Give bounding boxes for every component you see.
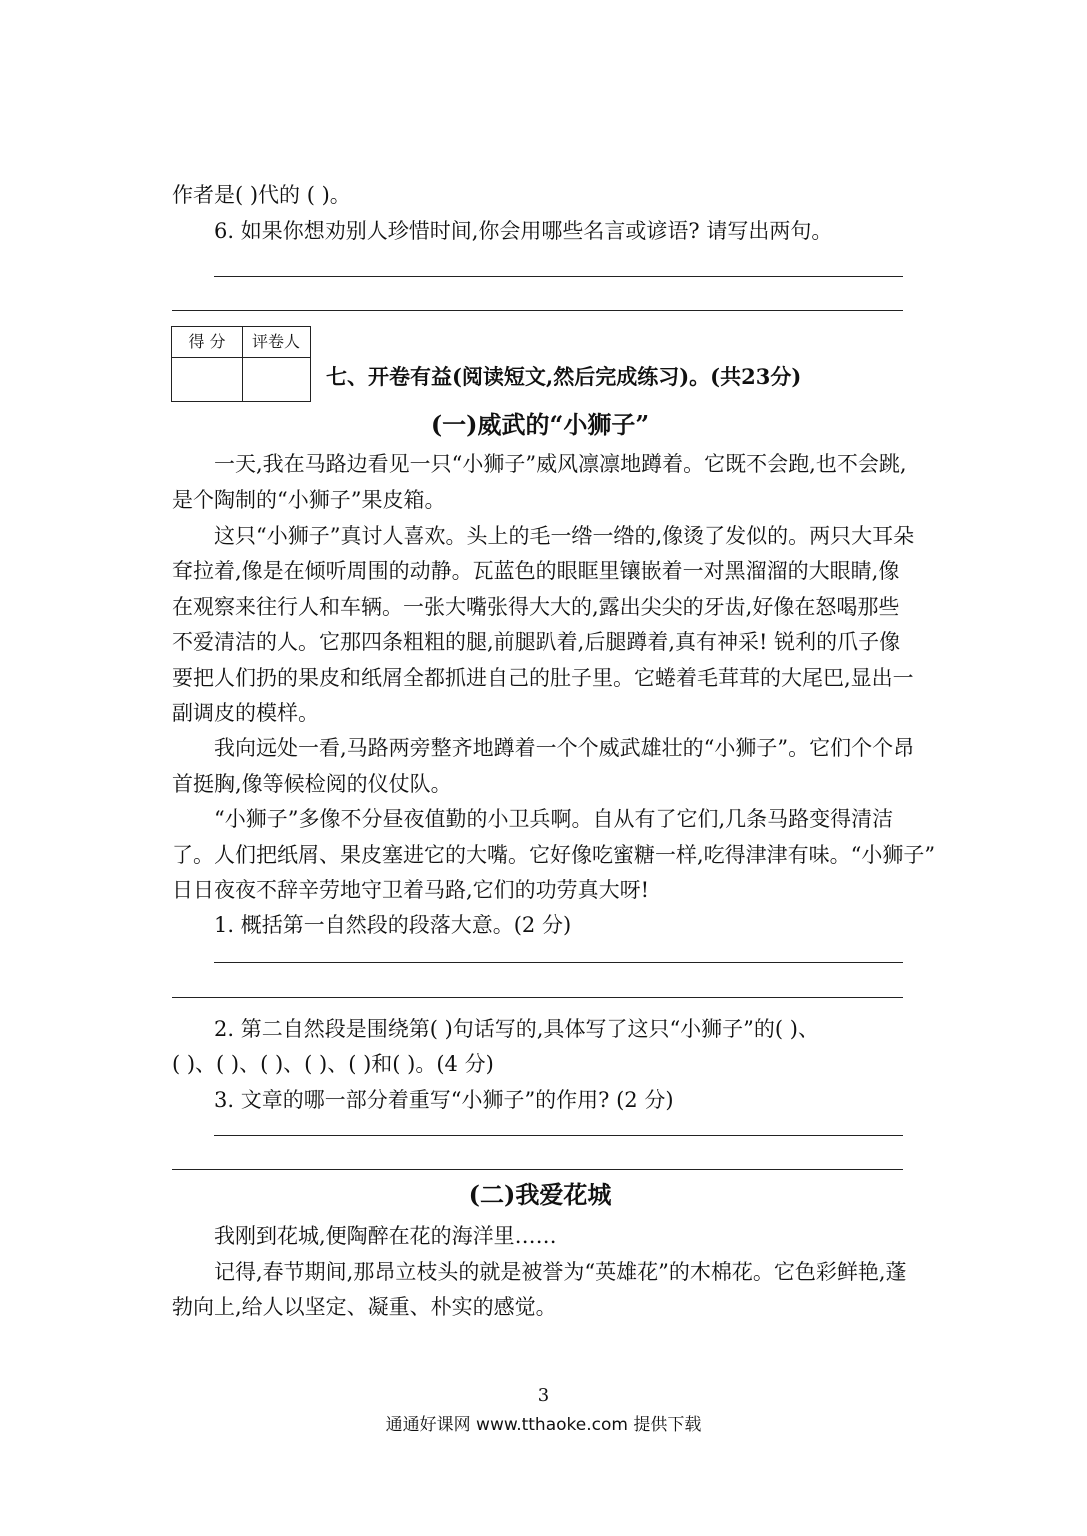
passage-1-title: (一)威武的“小狮子” xyxy=(430,410,650,439)
score-label: 得 分 xyxy=(188,332,226,351)
answer-line xyxy=(214,276,903,277)
passage-1-line: 在观察来往行人和车辆。一张大嘴张得大大的,露出尖尖的牙齿,好像在怒喝那些 xyxy=(172,595,900,619)
answer-line xyxy=(172,997,903,998)
passage-1-line: 不爱清洁的人。它那四条粗粗的腿,前腿趴着,后腿蹲着,真有神采! 锐利的爪子像 xyxy=(172,630,901,654)
footer-source: 通通好课网 www.tthaoke.com 提供下载 xyxy=(385,1415,702,1435)
table-divider xyxy=(172,357,310,358)
passage-1-line: “小狮子”多像不分昼夜值勤的小卫兵啊。自从有了它们,几条马路变得清洁 xyxy=(214,807,894,831)
section-7-heading: 七、开卷有益(阅读短文,然后完成练习)。(共23分) xyxy=(326,364,802,389)
passage-1-line: 这只“小狮子”真讨人喜欢。头上的毛一绺一绺的,像烫了发似的。两只大耳朵 xyxy=(214,524,915,548)
grader-label: 评卷人 xyxy=(251,332,300,351)
passage-1-line: 了。人们把纸屑、果皮塞进它的大嘴。它好像吃蜜糖一样,吃得津津有味。“小狮子” xyxy=(172,843,936,867)
passage-1-line: 要把人们扔的果皮和纸屑全都抓进自己的肚子里。它蜷着毛茸茸的大尾巴,显出一 xyxy=(172,666,914,690)
passage-2-title: (二)我爱花城 xyxy=(468,1180,612,1209)
author-question-line: 作者是( )代的 ( )。 xyxy=(172,183,351,207)
answer-line xyxy=(172,310,903,311)
passage-1-line: 副调皮的模样。 xyxy=(172,701,319,725)
passage-1-line: 日日夜夜不辞辛劳地守卫着马路,它们的功劳真大呀! xyxy=(172,878,650,902)
passage-1-line: 耷拉着,像是在倾听周围的动静。瓦蓝色的眼眶里镶嵌着一对黑溜溜的大眼睛,像 xyxy=(172,559,900,583)
passage-1-line: 一天,我在马路边看见一只“小狮子”威风凛凛地蹲着。它既不会跑,也不会跳, xyxy=(214,452,907,476)
passage-2-line: 勃向上,给人以坚定、凝重、朴实的感觉。 xyxy=(172,1295,557,1319)
passage-2-line: 记得,春节期间,那昂立枝头的就是被誉为“英雄花”的木棉花。它色彩鲜艳,蓬 xyxy=(214,1260,907,1284)
answer-line xyxy=(172,1169,903,1170)
answer-line xyxy=(214,1135,903,1136)
passage-2-line: 我刚到花城,便陶醉在花的海洋里…… xyxy=(214,1224,557,1248)
page-number: 3 xyxy=(537,1385,550,1406)
question-6: 6. 如果你想劝别人珍惜时间,你会用哪些名言或谚语? 请写出两句。 xyxy=(214,219,833,243)
passage-1-line: 是个陶制的“小狮子”果皮箱。 xyxy=(172,488,446,512)
question-3: 3. 文章的哪一部分着重写“小狮子”的作用? (2 分) xyxy=(214,1088,674,1112)
passage-1-line: 首挺胸,像等候检阅的仪仗队。 xyxy=(172,772,452,796)
passage-1-line: 我向远处一看,马路两旁整齐地蹲着一个个威武雄壮的“小狮子”。它们个个昂 xyxy=(214,736,915,760)
score-table xyxy=(171,326,311,402)
question-1: 1. 概括第一自然段的段落大意。(2 分) xyxy=(214,913,572,937)
answer-line xyxy=(214,962,903,963)
question-2-line-1: 2. 第二自然段是围绕第( )句话写的,具体写了这只“小狮子”的( )、 xyxy=(214,1017,819,1041)
question-2-line-2: ( )、( )、( )、( )、( )和( )。(4 分) xyxy=(172,1052,494,1076)
